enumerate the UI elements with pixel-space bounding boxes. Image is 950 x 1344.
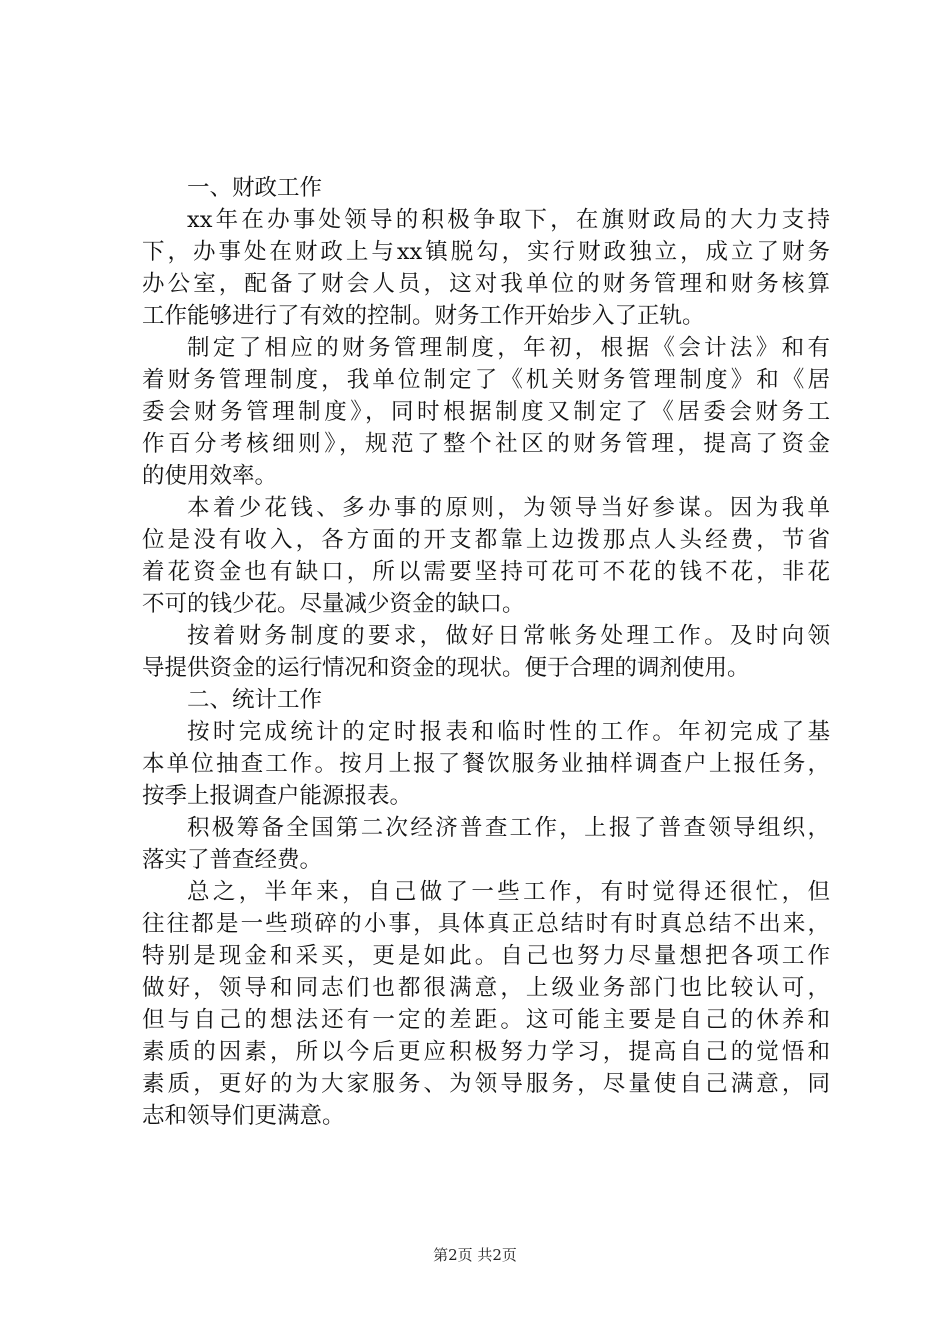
paragraph-finance-rules (142, 332, 830, 492)
paragraph-line: 素质的因素，所以今后更应积极努力学习，提高自己的觉悟和 (142, 1039, 830, 1065)
paragraph-line: 制定了相应的财务管理制度，年初，根据《会计法》和有 (187, 335, 830, 361)
paragraph-line: 特别是现金和采买，更是如此。自己也努力尽量想把各项工作 (142, 943, 830, 969)
heading-statistics (142, 684, 830, 716)
heading-finance (142, 172, 830, 204)
paragraph-summary (142, 876, 830, 1132)
paragraph-line: 本单位抽查工作。按月上报了餐饮服务业抽样调查户上报任务， (142, 751, 830, 777)
paragraph-line: 办公室，配备了财会人员，这对我单位的财务管理和财务核算 (142, 271, 830, 297)
paragraph-line: 委会财务管理制度》，同时根据制度又制定了《居委会财务工 (142, 399, 830, 425)
heading-line: 二、统计工作 (187, 687, 323, 713)
paragraph-line: 做好，领导和同志们也都很满意，上级业务部门也比较认可， (142, 975, 830, 1001)
paragraph-line: 按时完成统计的定时报表和临时性的工作。年初完成了基 (187, 719, 830, 745)
paragraph-line: 志和领导们更满意。 (142, 1103, 345, 1129)
paragraph-line: 下，办事处在财政上与xx镇脱勾，实行财政独立，成立了财务 (142, 239, 830, 265)
page-number: 第2页 共2页 (433, 1246, 517, 1264)
paragraph-line: 着花资金也有缺口，所以需要坚持可花可不花的钱不花，非花 (142, 559, 830, 585)
paragraph-line: 总之，半年来，自己做了一些工作，有时觉得还很忙，但 (187, 879, 830, 905)
paragraph-line: 工作能够进行了有效的控制。财务工作开始步入了正轨。 (142, 303, 705, 329)
document-body (142, 172, 830, 1132)
page-footer (0, 1245, 950, 1265)
paragraph-line: 不可的钱少花。尽量减少资金的缺口。 (142, 591, 525, 617)
paragraph-line: 落实了普查经费。 (142, 847, 323, 873)
paragraph-line: 但与自己的想法还有一定的差距。这可能主要是自己的休养和 (142, 1007, 830, 1033)
paragraph-statistics-census (142, 812, 830, 876)
paragraph-line: xx年在办事处领导的积极争取下，在旗财政局的大力支持 (187, 207, 830, 233)
paragraph-finance-accounts (142, 620, 830, 684)
paragraph-line: 按着财务制度的要求，做好日常帐务处理工作。及时向领 (187, 623, 830, 649)
paragraph-line: 按季上报调查户能源报表。 (142, 783, 413, 809)
paragraph-statistics-reports (142, 716, 830, 812)
paragraph-finance-intro (142, 204, 830, 332)
heading-line: 一、财政工作 (187, 175, 323, 201)
paragraph-line: 往往都是一些琐碎的小事，具体真正总结时有时真总结不出来， (142, 911, 830, 937)
paragraph-line: 素质，更好的为大家服务、为领导服务，尽量使自己满意，同 (142, 1071, 830, 1097)
paragraph-line: 导提供资金的运行情况和资金的现状。便于合理的调剂使用。 (142, 655, 750, 681)
paragraph-finance-saving (142, 492, 830, 620)
paragraph-line: 位是没有收入，各方面的开支都靠上边拨那点人头经费，节省 (142, 527, 830, 553)
paragraph-line: 的使用效率。 (142, 463, 278, 489)
paragraph-line: 本着少花钱、多办事的原则，为领导当好参谋。因为我单 (187, 495, 830, 521)
paragraph-line: 着财务管理制度，我单位制定了《机关财务管理制度》和《居 (142, 367, 830, 393)
paragraph-line: 积极筹备全国第二次经济普查工作，上报了普查领导组织， (187, 815, 830, 841)
paragraph-line: 作百分考核细则》，规范了整个社区的财务管理，提高了资金 (142, 431, 830, 457)
